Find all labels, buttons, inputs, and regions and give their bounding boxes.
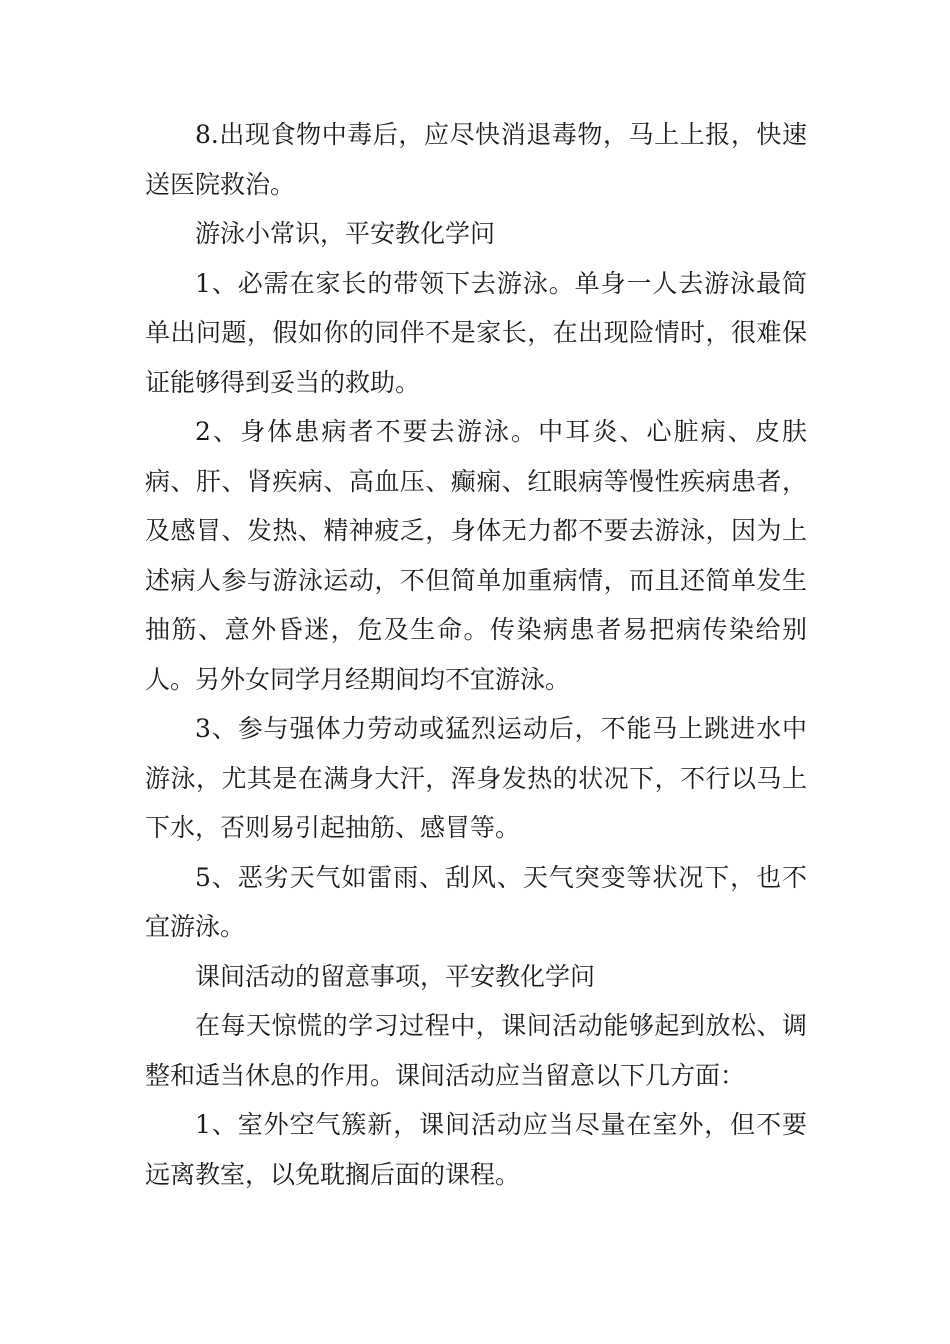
paragraph-recess-intro: 在每天惊慌的学习过程中，课间活动能够起到放松、调整和适当休息的作用。课间活动应当留意以下几方面： — [145, 1011, 807, 1090]
document-body — [145, 110, 807, 1199]
paragraph-swimming-rule-2: 2、身体患病者不要去游泳。中耳炎、心脏病、皮肤病、肝、肾疾病、高血压、癫痫、红眼病等慢性疾病患者，及感冒、发热、精神疲乏，身体无力都不要去游泳，因为上述病人参与游泳运动，不但简单加重病情，而且还简单发生抽筋、意外昏迷，危及生命。传染病患者易把病传染给别人。另外女同学月经期间均不宜游泳。 — [145, 417, 807, 694]
paragraph-swimming-rule-3: 3、参与强体力劳动或猛烈运动后，不能马上跳进水中游泳，尤其是在满身大汗，浑身发热的状况下，不行以马上下水，否则易引起抽筋、感冒等。 — [145, 714, 807, 842]
paragraph-food-poisoning-step-8: 8.出现食物中毒后，应尽快消退毒物，马上上报，快速送医院救治。 — [145, 120, 807, 199]
paragraph-swimming-rule-1: 1、必需在家长的带领下去游泳。单身一人去游泳最简单出问题，假如你的同伴不是家长，在出现险情时，很难保证能够得到妥当的救助。 — [145, 268, 807, 397]
paragraph-swimming-rule-5: 5、恶劣天气如雷雨、刮风、天气突变等状况下，也不宜游泳。 — [145, 862, 807, 941]
paragraph-recess-rule-1: 1、室外空气簇新，课间活动应当尽量在室外，但不要远离教室，以免耽搁后面的课程。 — [145, 1110, 807, 1189]
section-heading-swimming: 游泳小常识，平安教化学问 — [195, 219, 496, 248]
section-heading-recess: 课间活动的留意事项，平安教化学问 — [195, 961, 596, 991]
